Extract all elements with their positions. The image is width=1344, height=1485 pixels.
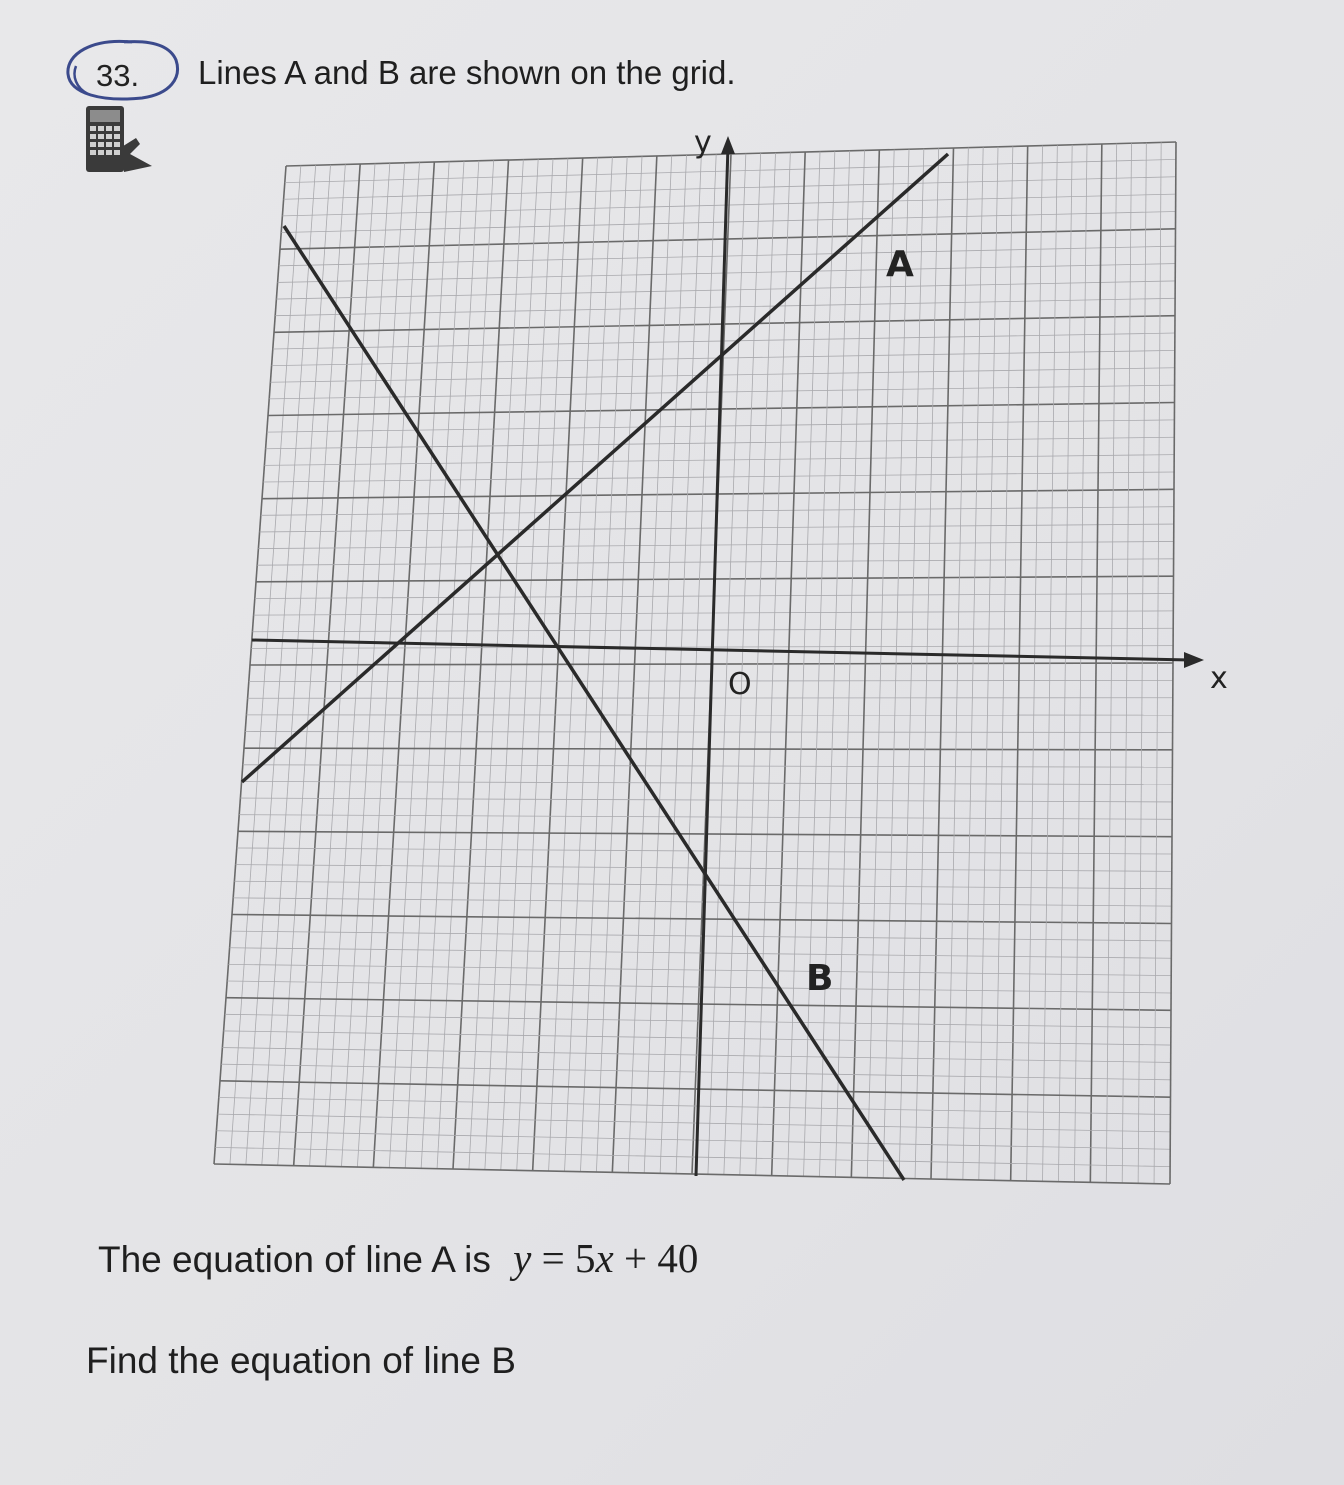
line-a-equation	[513, 1235, 698, 1281]
equation-coefficient: 5	[575, 1235, 596, 1281]
equation-constant: 40	[657, 1235, 699, 1281]
equation-lhs: y	[513, 1235, 532, 1281]
y-axis-arrow-icon	[721, 136, 735, 154]
line-b	[284, 226, 904, 1180]
calculator-icon	[80, 104, 156, 181]
equation-plus: +	[623, 1235, 648, 1281]
x-axis-label: x	[1210, 661, 1228, 696]
equation-prefix: The equation of line A is	[98, 1239, 491, 1280]
origin-label: O	[728, 667, 752, 702]
question-number-badge	[62, 36, 184, 106]
y-axis-label: y	[694, 125, 712, 160]
line-a-equation-statement	[98, 1234, 698, 1282]
equation-variable: x	[595, 1235, 614, 1281]
grid-lines	[214, 142, 1176, 1184]
line-b-label: B	[806, 958, 834, 999]
line-a-label: A	[886, 244, 914, 285]
equation-equals: =	[541, 1235, 565, 1281]
coordinate-grid	[180, 118, 1260, 1203]
graph-svg	[180, 118, 1260, 1198]
question-task: Find the equation of line B	[86, 1340, 516, 1381]
question-intro: Lines A and B are shown on the grid.	[198, 54, 736, 91]
question-number: 33.	[96, 58, 140, 93]
x-axis-arrow-icon	[1184, 652, 1204, 668]
